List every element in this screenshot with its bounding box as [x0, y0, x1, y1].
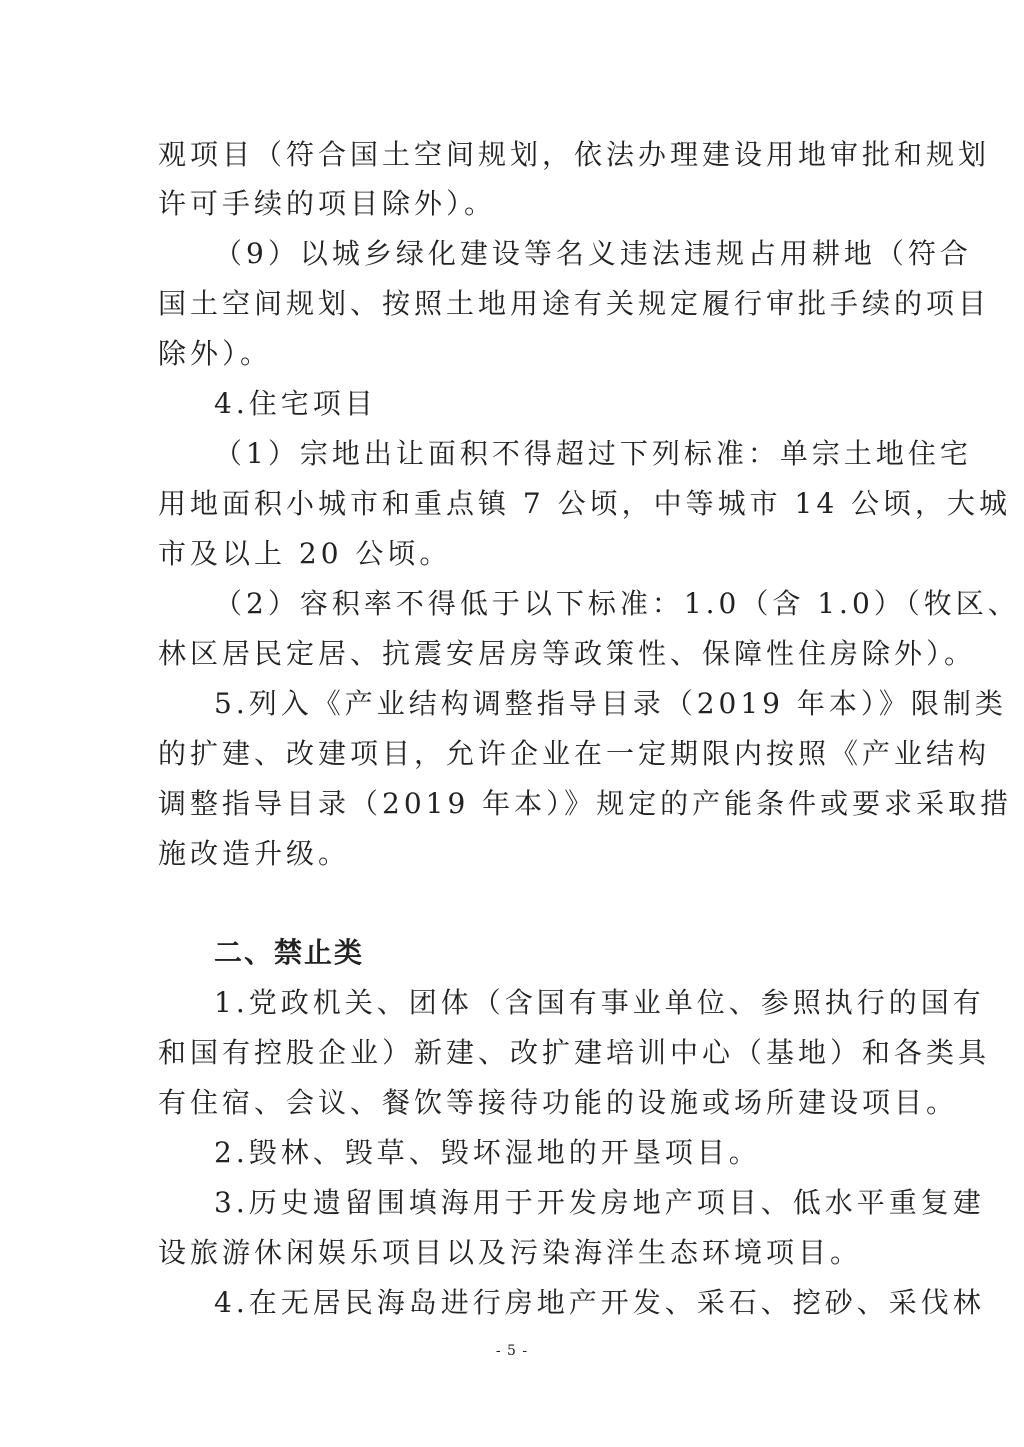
text-line: 用地面积小城市和重点镇 7 公顷，中等城市 14 公顷，大城 — [158, 487, 1012, 520]
text-line: （9）以城乡绿化建设等名义违法违规占用耕地（符合 — [214, 237, 972, 270]
text-line: 2.毁林、毁草、毁坏湿地的开垦项目。 — [214, 1136, 761, 1169]
section-heading-prohibited: 二、禁止类 — [214, 936, 365, 969]
text-line: 市及以上 20 公顷。 — [158, 537, 452, 570]
text-line: 和国有控股企业）新建、改扩建培训中心（基地）和各类具 — [158, 1036, 991, 1069]
text-line: 的扩建、改建项目，允许企业在一定期限内按照《产业结构 — [158, 737, 991, 770]
text-line: 4.在无居民海岛进行房地产开发、采石、挖砂、采伐林 — [214, 1286, 985, 1319]
text-line: （2）容积率不得低于以下标准：1.0（含 1.0）（牧区、 — [214, 587, 1020, 620]
text-line: 调整指导目录（2019 年本）》规定的产能条件或要求采取措 — [158, 787, 1013, 820]
text-line: 设旅游休闲娱乐项目以及污染海洋生态环境项目。 — [158, 1236, 863, 1269]
text-line: 1.党政机关、团体（含国有事业单位、参照执行的国有 — [214, 986, 985, 1019]
text-line: （1）宗地出让面积不得超过下列标准：单宗土地住宅 — [214, 437, 972, 470]
page-number: - 5 - — [495, 1343, 529, 1359]
text-line: 除外）。 — [158, 337, 273, 370]
text-line: 有住宿、会议、餐饮等接待功能的设施或场所建设项目。 — [158, 1086, 959, 1119]
text-line: 许可手续的项目除外）。 — [158, 187, 497, 220]
text-line: 林区居民定居、抗震安居房等政策性、保障性住房除外）。 — [158, 637, 977, 670]
text-line: 5.列入《产业结构调整指导目录（2019 年本）》限制类 — [214, 687, 1007, 720]
section-heading-housing: 4.住宅项目 — [214, 387, 377, 420]
text-line: 3.历史遗留围填海用于开发房地产项目、低水平重复建 — [214, 1186, 985, 1219]
text-line: 观项目（符合国土空间规划，依法办理建设用地审批和规划 — [158, 138, 991, 171]
text-line: 国土空间规划、按照土地用途有关规定履行审批手续的项目 — [158, 287, 991, 320]
text-line: 施改造升级。 — [158, 837, 351, 870]
